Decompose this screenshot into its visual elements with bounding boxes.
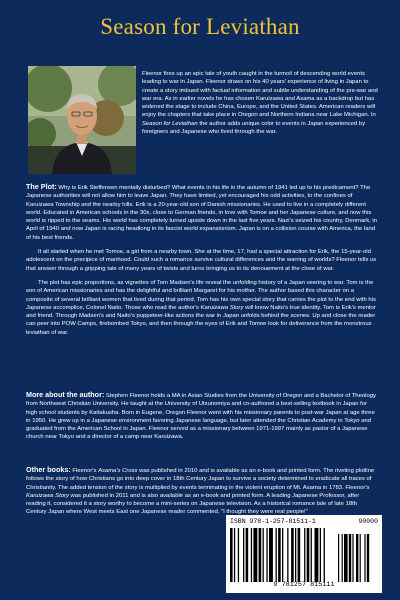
barcode-digits: 9 781257 815111 [273,581,335,589]
other-books-label: Other books: [26,465,71,474]
barcode-bars [230,528,378,582]
author-label: More about the author: [26,390,105,399]
plot-label: The Plot: [26,182,57,191]
other-books-section: Other books: Fleenor's Asama's Cross was published in 2010 and is available as an e-book and printed form. The riveting plotline follows the story of how Christians go into deep cover in 18th Century Japan to survive a society determined to eradicate all traces of Christianity. The added tension of the story is multiplied by events terminating in the violent eruption of Mt. Asama in 1783. Fleenor's Karuizawa Story was published in 2011 and is also available as an e-book and printed form. A leading Japanese Professor, after reading it, considered it a story worthy to become a mini-series on Japanese television. As a historical romance tale of late 18th Century Japan where West meets East one Japanese reader commented, "I thought they were real people!" [26,465,375,516]
intro-paragraph: Fleenor fires up an epic tale of youth caught in the turmoil of descending world events leading to war in Japan. Fleenor draws on his 40 years' experience of living in Japan to create a story imbued with factual information and subtle understanding of the pre-war and war era. As in earlier novels he has chosen Karuizawa and Asama as a backdrop but has widened the stage to include China, Europe, and the United States. American readers will enjoy the chapters that take place in Oregon and Northern Indiana near Lake Michigan. In Season for Leviathan the author adds unique color to events in Japan experienced by foreigners and Japanese who lived through the war. [142,71,378,136]
isbn-barcode [226,515,382,593]
plot-paragraph-2: It all started when he met Tomoe, a girl from a nearby town. She at the time, 17, had a special attraction for Erik, the 15-year-old adolescent on the precipice of manhood. Could such a romance survive cultural differences and the warring of worlds? Fleenor tells us that answer through a gripping tale of many years of twists and turns bringing us to its denouement at the close of war. [26,249,377,272]
plot-paragraph-3: The plot has epic proportions, as vignettes of Tom Madsen's life reveal the unfolding history of a Japan veering to war. Tom is the son of American missionaries and has the delightful and brilliant Margaret for his mother. The author based this character on a composite of several brilliant women that lived during that period. Tom has his own special story that carries the plot to the end with his Japanese accomplice, Colonel Naito. Those who read the author's Karuizawa Story will know Naito's true identity. Tom is Erik's mentor and friend. Through Madsen's and Naito's puppeteer-like actions the war in Japan unfolds behind the scenes. Up and close the reader can peer into POW Camps, firebombed Tokyo, and then through the eyes of Erik and Tomoe look for deliverance from the monstrous leviathan of war. [26,279,376,336]
book-title: Season for Leviathan [100,14,300,39]
plot-section [26,183,378,343]
isbn-line: ISBN 978-1-257-81511-1 90000 [230,518,378,525]
price-code: 90000 [358,518,378,525]
plot-paragraph-1: The Plot: Why is Erik Steffensen mentally disturbed? What events in his life in the autumn of 1941 led up to his predicament? The Japanese authorities will not allow him to leave Japan. They have limited, yet encouraged his odd activities, to the confines of Karuizawa Township and the nearby hills. Erik is a 20-year-old son of Danish missionaries. He used to live in a completely different world. Educated in American schools in the 30s, close to German friends, in love with Tomoe and her Japanese culture, and now this world is ripped to the seams. His world has completely turned upside down in the last five years. Nazi's seized his country, Denmark, in April of 1940 and now Japan is racing headlong in its fascist world expansionism. Japan is on a collision course with America, the land of his best friends. [26,182,378,241]
author-photo [28,66,136,174]
author-section: More about the author: Stephen Fleenor holds a MA in Asian Studies from the University of Oregon and a Bachelor of Theology from Northwest Christian University. He taught at the University of Utsunomiya and co-authored a best-selling textbook in Japan for high school students by Kaitakusha. Born in Eugene, Oregon Fleenor went with his missionary parents to post-war Japan at age three in 1950. He grew up in a Japanese environment favoring Japanese language, but later attended the Christian Academy in Tokyo and graduated from the American School in Japan. Fleenor served as a missionary between 1971-1997 mainly as pastor of a Japanese church near Tokyo and a director of a camp near Karuizawa. [26,390,376,441]
